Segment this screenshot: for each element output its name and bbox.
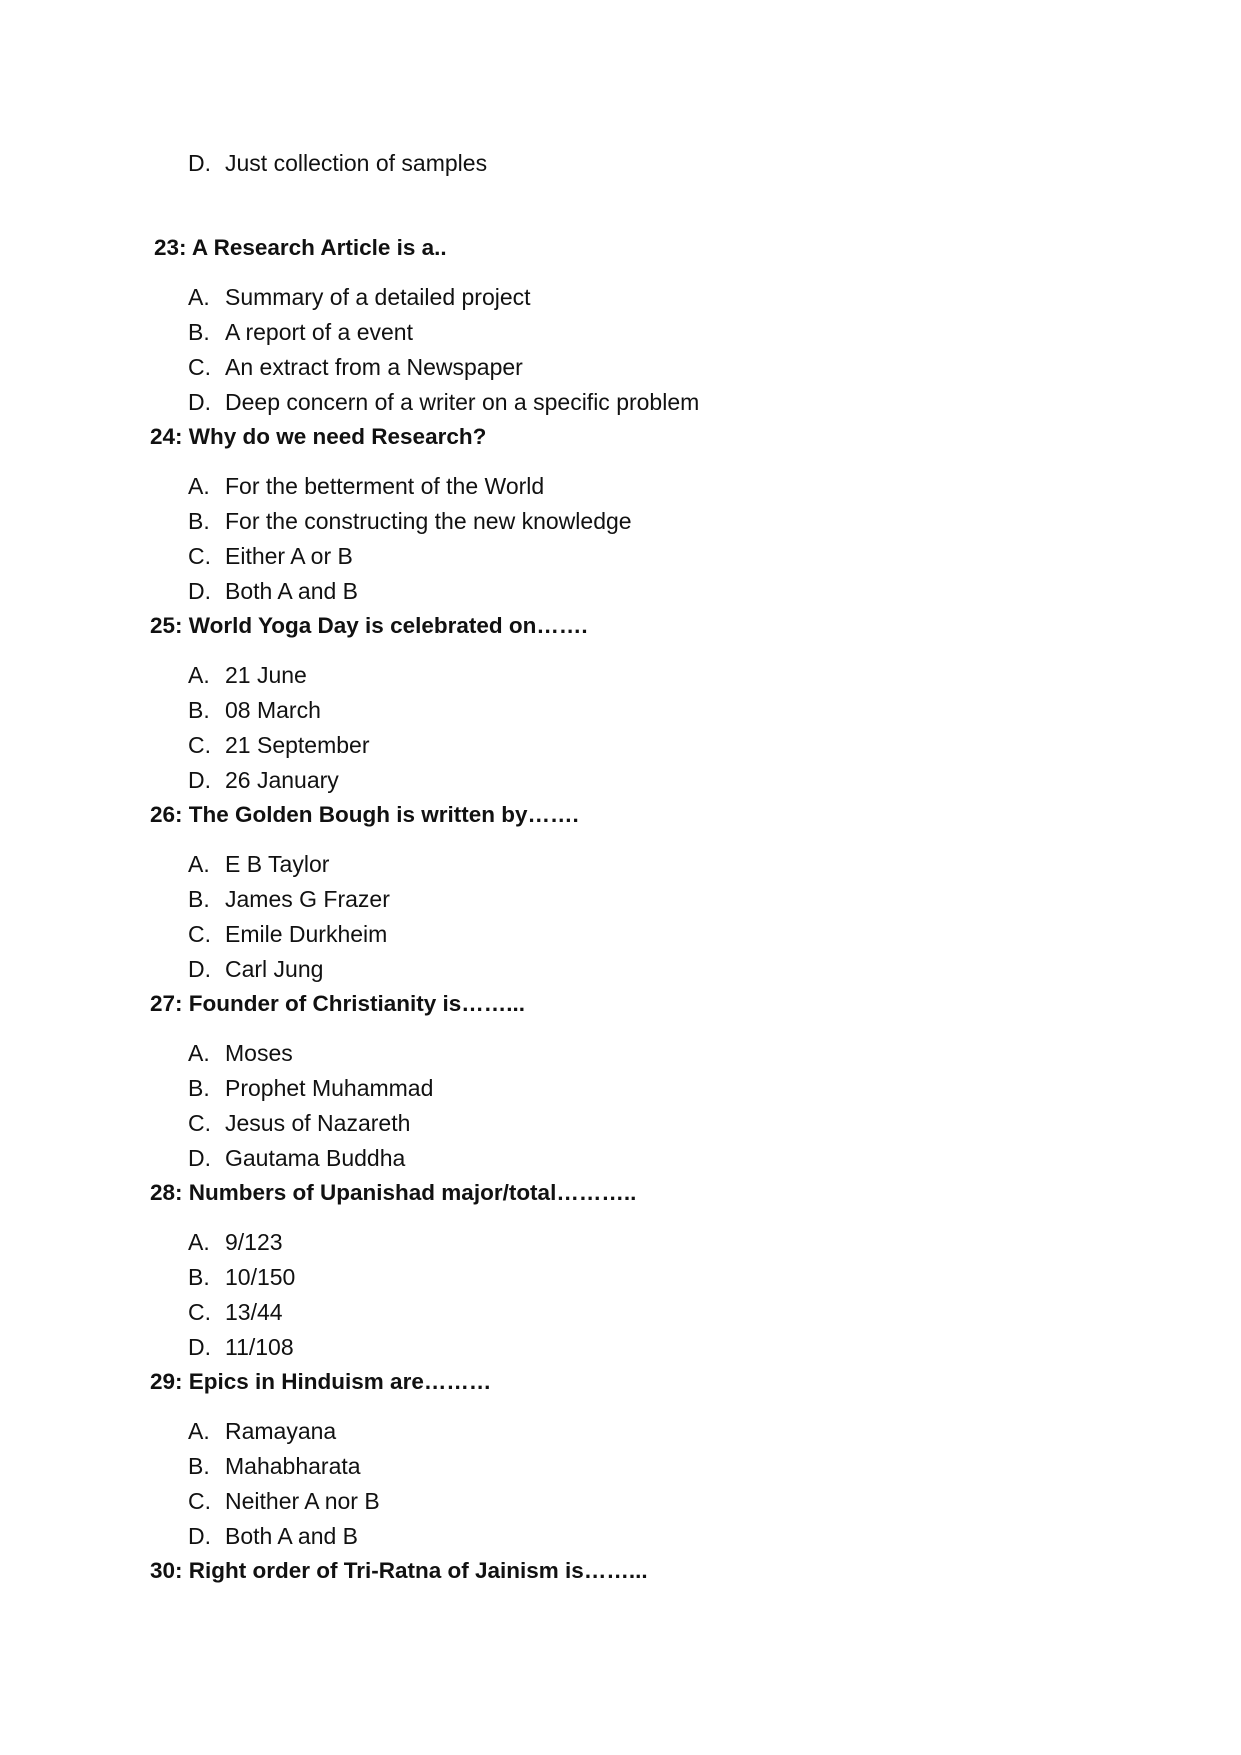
option-item	[188, 730, 369, 760]
option-letter: D.	[188, 956, 211, 982]
option-item	[188, 1262, 295, 1292]
question-title: 23: A Research Article is a..	[154, 235, 447, 260]
option-letter: B.	[188, 319, 210, 345]
option-text: Summary of a detailed project	[225, 284, 531, 310]
option-text: Both A and B	[225, 578, 359, 604]
option-item	[188, 849, 329, 879]
option-text: Ramayana	[225, 1418, 337, 1444]
option-letter: C.	[188, 1110, 211, 1136]
option-letter: A.	[188, 851, 210, 877]
option-text: 21 September	[225, 732, 370, 758]
option-text: Both A and B	[225, 1523, 359, 1549]
option-text: James G Frazer	[225, 886, 390, 912]
option-item	[188, 884, 390, 914]
option-letter: A.	[188, 1418, 210, 1444]
option-letter: A.	[188, 284, 210, 310]
option-letter: A.	[188, 1229, 210, 1255]
option-text: Mahabharata	[225, 1453, 361, 1479]
option-letter: B.	[188, 508, 210, 534]
option-item	[188, 1143, 405, 1173]
option-text: 13/44	[225, 1299, 283, 1325]
option-text: Jesus of Nazareth	[225, 1110, 411, 1136]
question-title: 29: Epics in Hinduism are………	[150, 1369, 492, 1394]
option-letter: D.	[188, 150, 211, 176]
option-text: Moses	[225, 1040, 293, 1066]
option-text: For the constructing the new knowledge	[225, 508, 632, 534]
option-item	[188, 506, 632, 536]
option-item	[188, 387, 699, 417]
option-item	[188, 1486, 380, 1516]
option-item	[188, 1108, 410, 1138]
question-title: 28: Numbers of Upanishad major/total………..	[150, 1180, 637, 1205]
option-text: E B Taylor	[225, 851, 330, 877]
option-text: Neither A nor B	[225, 1488, 380, 1514]
option-letter: D.	[188, 1145, 211, 1171]
option-letter: A.	[188, 473, 210, 499]
question-title: 25: World Yoga Day is celebrated on…….	[150, 613, 588, 638]
option-text: 10/150	[225, 1264, 296, 1290]
option-item	[188, 471, 544, 501]
question-title: 26: The Golden Bough is written by…….	[150, 802, 579, 827]
option-text: Deep concern of a writer on a specific problem	[225, 389, 700, 415]
option-letter: D.	[188, 1523, 211, 1549]
option-letter: B.	[188, 697, 210, 723]
option-item	[188, 765, 339, 795]
question-title: 30: Right order of Tri-Ratna of Jainism is……...	[150, 1558, 648, 1583]
option-item	[188, 541, 353, 571]
option-letter: B.	[188, 1453, 210, 1479]
option-text: Emile Durkheim	[225, 921, 388, 947]
option-letter: C.	[188, 543, 211, 569]
option-text: Carl Jung	[225, 956, 324, 982]
option-item	[188, 1227, 283, 1257]
question-title: 24: Why do we need Research?	[150, 424, 487, 449]
option-letter: D.	[188, 1334, 211, 1360]
option-text: Prophet Muhammad	[225, 1075, 434, 1101]
option-item	[188, 1451, 361, 1481]
option-text: 21 June	[225, 662, 307, 688]
option-text: 9/123	[225, 1229, 283, 1255]
option-text: 11/108	[225, 1334, 294, 1360]
option-item	[188, 282, 531, 312]
option-letter: B.	[188, 886, 210, 912]
option-letter: B.	[188, 1075, 210, 1101]
option-item	[188, 1073, 433, 1103]
question-title: 27: Founder of Christianity is……...	[150, 991, 526, 1016]
option-text: Gautama Buddha	[225, 1145, 406, 1171]
option-text: Just collection of samples	[225, 150, 488, 176]
option-text: Either A or B	[225, 543, 353, 569]
option-letter: C.	[188, 1488, 211, 1514]
option-item	[188, 148, 487, 178]
option-letter: C.	[188, 354, 211, 380]
option-item	[188, 352, 523, 382]
option-item	[188, 1521, 358, 1551]
option-item	[188, 695, 321, 725]
option-item	[188, 576, 358, 606]
option-letter: D.	[188, 389, 211, 415]
option-item	[188, 317, 413, 347]
option-letter: D.	[188, 767, 211, 793]
option-item	[188, 1297, 283, 1327]
option-text: An extract from a Newspaper	[225, 354, 523, 380]
option-text: 26 January	[225, 767, 339, 793]
option-letter: D.	[188, 578, 211, 604]
option-item	[188, 1416, 336, 1446]
option-text: For the betterment of the World	[225, 473, 545, 499]
option-letter: B.	[188, 1264, 210, 1290]
option-letter: C.	[188, 921, 211, 947]
option-item	[188, 1332, 294, 1362]
option-item	[188, 660, 307, 690]
option-text: 08 March	[225, 697, 321, 723]
option-text: A report of a event	[225, 319, 413, 345]
option-item	[188, 919, 387, 949]
option-letter: A.	[188, 662, 210, 688]
option-item	[188, 954, 323, 984]
option-item	[188, 1038, 293, 1068]
option-letter: C.	[188, 1299, 211, 1325]
option-letter: C.	[188, 732, 211, 758]
option-letter: A.	[188, 1040, 210, 1066]
